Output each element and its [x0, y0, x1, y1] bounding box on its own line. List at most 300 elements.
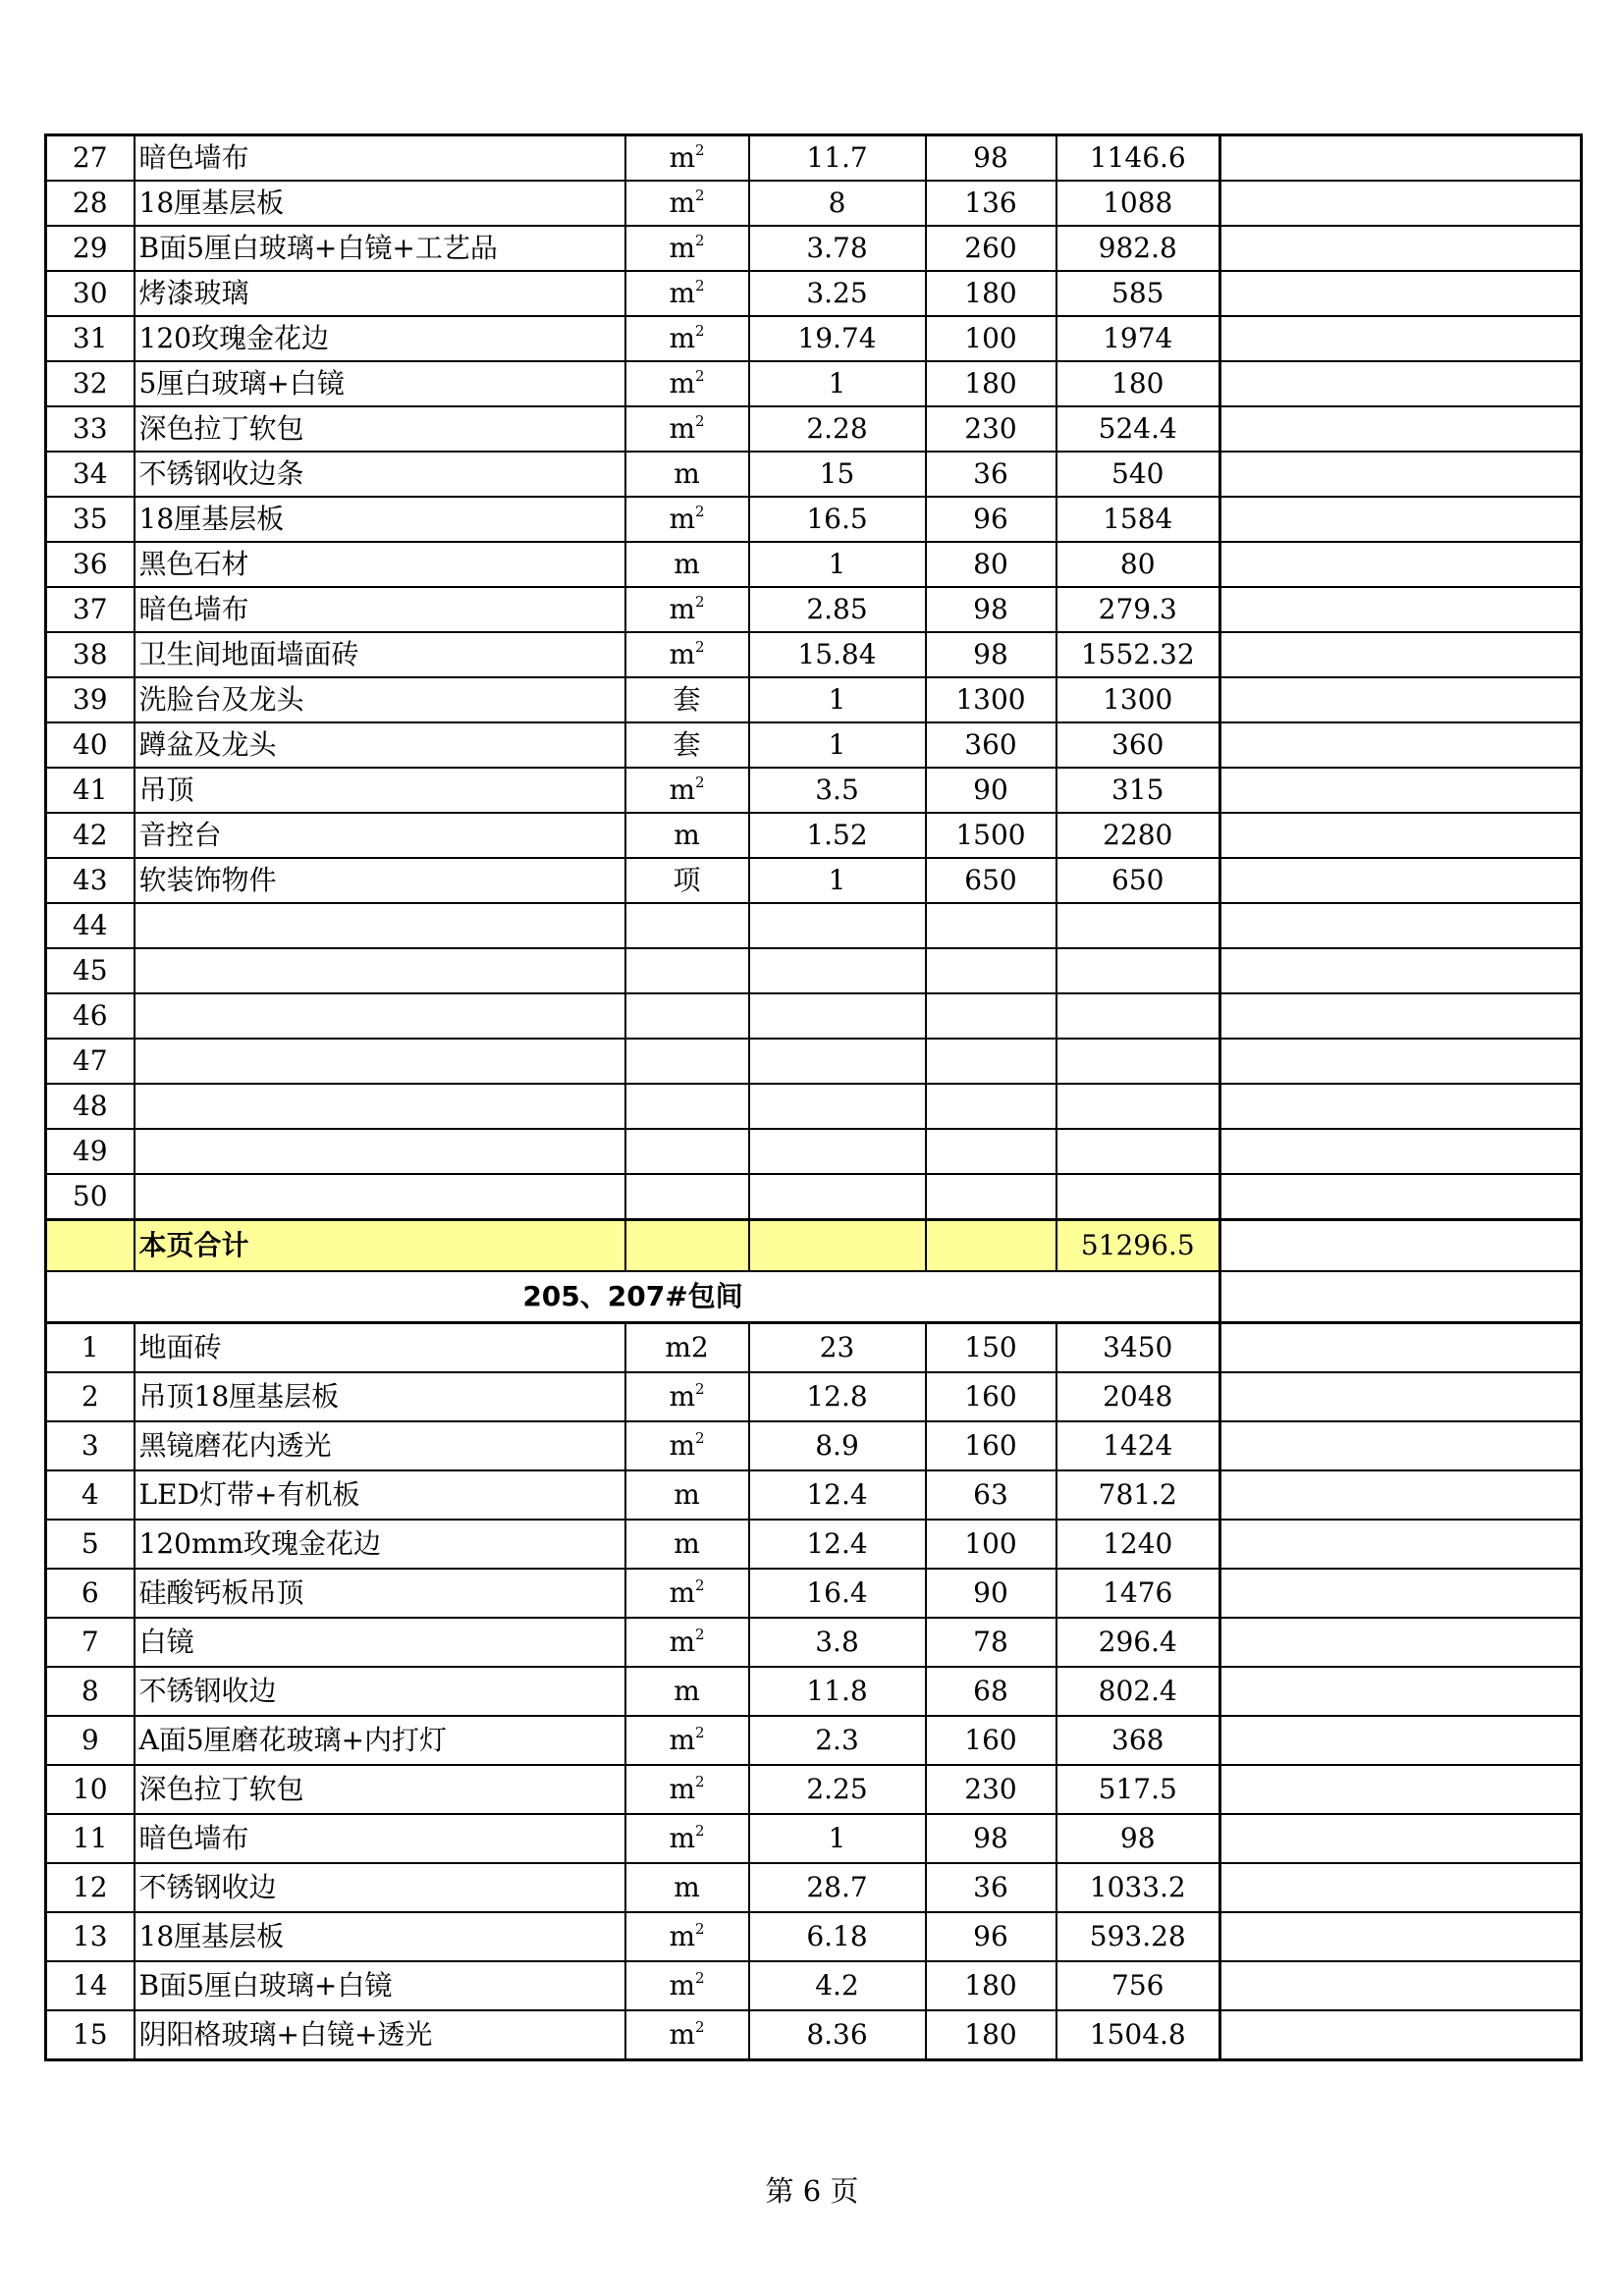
- row-number: 38: [46, 632, 135, 677]
- row-number: 44: [46, 903, 135, 948]
- row-number: 29: [46, 226, 135, 271]
- quantity: 8.9: [749, 1421, 926, 1470]
- remark: [1220, 181, 1582, 226]
- unit: m: [625, 452, 749, 497]
- amount: 80: [1056, 542, 1220, 587]
- item-name: 18厘基层板: [135, 1912, 625, 1961]
- table-row: [46, 1372, 1582, 1421]
- item-name: 黑镜磨花内透光: [135, 1421, 625, 1470]
- remark: [1220, 813, 1582, 858]
- quantity: [749, 1039, 926, 1084]
- table-row: [46, 542, 1582, 587]
- unit: $m^2$: [625, 1372, 749, 1421]
- unit: $m^2$: [625, 1814, 749, 1863]
- amount: 279.3: [1056, 587, 1220, 632]
- table-row: [46, 406, 1582, 452]
- unit: $m^2$: [625, 632, 749, 677]
- unit-price: 360: [926, 722, 1056, 768]
- remark: [1220, 1470, 1582, 1520]
- table-row: [46, 226, 1582, 271]
- unit: $m^2$: [625, 271, 749, 316]
- amount: 180: [1056, 361, 1220, 406]
- amount: [1056, 1129, 1220, 1174]
- remark: [1220, 361, 1582, 406]
- amount: 1240: [1056, 1520, 1220, 1569]
- table-row: [46, 813, 1582, 858]
- table-row: [46, 1129, 1582, 1174]
- amount: 2280: [1056, 813, 1220, 858]
- unit-price: 160: [926, 1372, 1056, 1421]
- amount: 1552.32: [1056, 632, 1220, 677]
- unit-price: 90: [926, 1569, 1056, 1618]
- remark: [1220, 768, 1582, 813]
- row-number: 32: [46, 361, 135, 406]
- unit: m: [625, 1667, 749, 1716]
- table-row: [46, 1814, 1582, 1863]
- quantity: 12.4: [749, 1470, 926, 1520]
- unit-price: 100: [926, 316, 1056, 361]
- table-row: [46, 722, 1582, 768]
- subtotal-section: [46, 1220, 1582, 1323]
- amount: 315: [1056, 768, 1220, 813]
- unit: m: [625, 813, 749, 858]
- quantity: 23: [749, 1323, 926, 1373]
- quantity: 15: [749, 452, 926, 497]
- amount: [1056, 1039, 1220, 1084]
- quantity: 8.36: [749, 2010, 926, 2060]
- quantity: 3.25: [749, 271, 926, 316]
- remark: [1220, 1667, 1582, 1716]
- unit-price: 180: [926, 1961, 1056, 2010]
- row-number: 48: [46, 1084, 135, 1129]
- quantity: 1: [749, 1814, 926, 1863]
- item-name: 吊顶18厘基层板: [135, 1372, 625, 1421]
- table-row: [46, 1174, 1582, 1220]
- unit: $m^2$: [625, 497, 749, 542]
- table-row: [46, 1912, 1582, 1961]
- quantity: 16.5: [749, 497, 926, 542]
- item-name: 吊顶: [135, 768, 625, 813]
- row-number: 40: [46, 722, 135, 768]
- unit-price: 136: [926, 181, 1056, 226]
- table-row: [46, 181, 1582, 226]
- item-name: 5厘白玻璃+白镜: [135, 361, 625, 406]
- row-number: 43: [46, 858, 135, 903]
- row-number: 45: [46, 948, 135, 993]
- amount: 1088: [1056, 181, 1220, 226]
- item-name: [135, 948, 625, 993]
- table-body-bottom: [46, 1323, 1582, 2060]
- item-name: 白镜: [135, 1618, 625, 1667]
- table-row: [46, 858, 1582, 903]
- item-name: 蹲盆及龙头: [135, 722, 625, 768]
- unit-price: 150: [926, 1323, 1056, 1373]
- table-row: [46, 768, 1582, 813]
- unit-price: 98: [926, 1814, 1056, 1863]
- item-name: 深色拉丁软包: [135, 406, 625, 452]
- remark: [1220, 406, 1582, 452]
- row-number: 31: [46, 316, 135, 361]
- remark: [1220, 2010, 1582, 2060]
- table-row: [46, 1765, 1582, 1814]
- amount: 1504.8: [1056, 2010, 1220, 2060]
- item-name: 卫生间地面墙面砖: [135, 632, 625, 677]
- row-number: 47: [46, 1039, 135, 1084]
- row-number: 49: [46, 1129, 135, 1174]
- item-name: 18厘基层板: [135, 497, 625, 542]
- item-name: 黑色石材: [135, 542, 625, 587]
- quantity: 2.25: [749, 1765, 926, 1814]
- amount: 650: [1056, 858, 1220, 903]
- amount: 360: [1056, 722, 1220, 768]
- amount: 593.28: [1056, 1912, 1220, 1961]
- remark: [1220, 1129, 1582, 1174]
- unit-price: 230: [926, 1765, 1056, 1814]
- unit-price: [926, 1129, 1056, 1174]
- item-name: 18厘基层板: [135, 181, 625, 226]
- row-number: 27: [46, 135, 135, 182]
- remark: [1220, 722, 1582, 768]
- amount: [1056, 1174, 1220, 1220]
- remark: [1220, 497, 1582, 542]
- unit-price: 78: [926, 1618, 1056, 1667]
- quantity: 2.28: [749, 406, 926, 452]
- row-number: 6: [46, 1569, 135, 1618]
- remark: [1220, 1716, 1582, 1765]
- unit: [625, 948, 749, 993]
- table-row: [46, 316, 1582, 361]
- quantity: [749, 1129, 926, 1174]
- remark: [1220, 1421, 1582, 1470]
- table-row: [46, 497, 1582, 542]
- unit: m: [625, 1520, 749, 1569]
- row-number: 12: [46, 1863, 135, 1912]
- unit: [625, 993, 749, 1039]
- remark: [1220, 452, 1582, 497]
- row-number: 13: [46, 1912, 135, 1961]
- table-row: [46, 1716, 1582, 1765]
- item-name: 暗色墙布: [135, 587, 625, 632]
- item-name: 不锈钢收边: [135, 1863, 625, 1912]
- unit: $m^2$: [625, 1618, 749, 1667]
- unit-price: 180: [926, 271, 1056, 316]
- unit: $m^2$: [625, 406, 749, 452]
- row-number: 1: [46, 1323, 135, 1373]
- row-number: 9: [46, 1716, 135, 1765]
- remark: [1220, 226, 1582, 271]
- item-name: [135, 903, 625, 948]
- unit-price: 36: [926, 452, 1056, 497]
- row-number: 36: [46, 542, 135, 587]
- table-body-top: [46, 135, 1582, 1220]
- unit-price: [926, 1039, 1056, 1084]
- table-row: [46, 1618, 1582, 1667]
- unit: 套: [625, 677, 749, 722]
- unit-price: 98: [926, 587, 1056, 632]
- row-number: 10: [46, 1765, 135, 1814]
- item-name: 不锈钢收边: [135, 1667, 625, 1716]
- unit: $m^2$: [625, 361, 749, 406]
- table-row: [46, 1863, 1582, 1912]
- quantity: 2.3: [749, 1716, 926, 1765]
- quotation-table: [44, 133, 1583, 2061]
- unit-price: 1300: [926, 677, 1056, 722]
- remark: [1220, 1520, 1582, 1569]
- unit-price: 650: [926, 858, 1056, 903]
- unit: $m^2$: [625, 1421, 749, 1470]
- unit-price: [926, 993, 1056, 1039]
- subtotal-amount: 51296.5: [1056, 1220, 1220, 1272]
- amount: 517.5: [1056, 1765, 1220, 1814]
- quantity: 1.52: [749, 813, 926, 858]
- table-row: [46, 1520, 1582, 1569]
- amount: 1146.6: [1056, 135, 1220, 182]
- item-name: B面5厘白玻璃+白镜+工艺品: [135, 226, 625, 271]
- unit-price: 230: [926, 406, 1056, 452]
- row-number: 42: [46, 813, 135, 858]
- quantity: 1: [749, 361, 926, 406]
- row-number: 35: [46, 497, 135, 542]
- table-row: [46, 1323, 1582, 1373]
- remark: [1220, 1618, 1582, 1667]
- remark: [1220, 1372, 1582, 1421]
- unit: $m^2$: [625, 226, 749, 271]
- table-row: [46, 452, 1582, 497]
- amount: 1584: [1056, 497, 1220, 542]
- row-number: 39: [46, 677, 135, 722]
- row-number: 33: [46, 406, 135, 452]
- remark: [1220, 858, 1582, 903]
- row-number: 41: [46, 768, 135, 813]
- unit: $m^2$: [625, 135, 749, 182]
- quantity: 2.85: [749, 587, 926, 632]
- unit: [625, 1174, 749, 1220]
- unit-price: 180: [926, 2010, 1056, 2060]
- quantity: [749, 993, 926, 1039]
- amount: 756: [1056, 1961, 1220, 2010]
- unit: m: [625, 542, 749, 587]
- amount: 368: [1056, 1716, 1220, 1765]
- amount: 1033.2: [1056, 1863, 1220, 1912]
- item-name: [135, 993, 625, 1039]
- table-row: [46, 1667, 1582, 1716]
- unit: $m^2$: [625, 768, 749, 813]
- row-number: 7: [46, 1618, 135, 1667]
- unit: $m^2$: [625, 1765, 749, 1814]
- row-number: 2: [46, 1372, 135, 1421]
- unit: [625, 903, 749, 948]
- table-row: [46, 993, 1582, 1039]
- amount: 3450: [1056, 1323, 1220, 1373]
- unit-price: 80: [926, 542, 1056, 587]
- table-row: [46, 632, 1582, 677]
- item-name: [135, 1084, 625, 1129]
- remark: [1220, 1084, 1582, 1129]
- row-number: 46: [46, 993, 135, 1039]
- remark: [1220, 948, 1582, 993]
- row-number: 11: [46, 1814, 135, 1863]
- amount: 540: [1056, 452, 1220, 497]
- quantity: 28.7: [749, 1863, 926, 1912]
- quantity: 16.4: [749, 1569, 926, 1618]
- table-row: [46, 2010, 1582, 2060]
- quantity: 1: [749, 722, 926, 768]
- quantity: 12.8: [749, 1372, 926, 1421]
- remark: [1220, 1323, 1582, 1373]
- remark: [1220, 1961, 1582, 2010]
- section-title: 205、207#包间: [46, 1271, 1220, 1323]
- item-name: 阴阳格玻璃+白镜+透光: [135, 2010, 625, 2060]
- unit: 项: [625, 858, 749, 903]
- table-row: [46, 677, 1582, 722]
- quantity: 15.84: [749, 632, 926, 677]
- table-row: [46, 1084, 1582, 1129]
- item-name: [135, 1039, 625, 1084]
- amount: 1974: [1056, 316, 1220, 361]
- table-row: [46, 587, 1582, 632]
- quantity: 11.8: [749, 1667, 926, 1716]
- unit-price: 180: [926, 361, 1056, 406]
- remark: [1220, 1814, 1582, 1863]
- row-number: 28: [46, 181, 135, 226]
- row-number: 50: [46, 1174, 135, 1220]
- page-footer: 第 6 页: [765, 2174, 859, 2208]
- amount: 781.2: [1056, 1470, 1220, 1520]
- remark: [1220, 903, 1582, 948]
- item-name: B面5厘白玻璃+白镜: [135, 1961, 625, 2010]
- quantity: 8: [749, 181, 926, 226]
- item-name: [135, 1174, 625, 1220]
- amount: [1056, 1084, 1220, 1129]
- amount: 982.8: [1056, 226, 1220, 271]
- row-number: 8: [46, 1667, 135, 1716]
- unit-price: 98: [926, 632, 1056, 677]
- amount: 2048: [1056, 1372, 1220, 1421]
- unit-price: 63: [926, 1470, 1056, 1520]
- unit: [625, 1039, 749, 1084]
- quantity: [749, 1174, 926, 1220]
- unit-price: 96: [926, 1912, 1056, 1961]
- remark: [1220, 1912, 1582, 1961]
- quantity: 3.5: [749, 768, 926, 813]
- row-number: 34: [46, 452, 135, 497]
- unit: $m^2$: [625, 1569, 749, 1618]
- remark: [1220, 993, 1582, 1039]
- unit: [625, 1129, 749, 1174]
- amount: 98: [1056, 1814, 1220, 1863]
- amount: 524.4: [1056, 406, 1220, 452]
- unit-price: 100: [926, 1520, 1056, 1569]
- subtotal-label: 本页合计: [135, 1220, 625, 1272]
- remark: [1220, 1863, 1582, 1912]
- row-number: 37: [46, 587, 135, 632]
- unit-price: 68: [926, 1667, 1056, 1716]
- unit: m: [625, 1863, 749, 1912]
- item-name: [135, 1129, 625, 1174]
- table-row: [46, 903, 1582, 948]
- table-row: [46, 1470, 1582, 1520]
- unit-price: [926, 948, 1056, 993]
- remark: [1220, 271, 1582, 316]
- unit-price: [926, 1174, 1056, 1220]
- remark: [1220, 316, 1582, 361]
- item-name: 暗色墙布: [135, 135, 625, 182]
- remark: [1220, 135, 1582, 182]
- quantity: [749, 948, 926, 993]
- table-row: [46, 135, 1582, 182]
- unit: $m^2$: [625, 1961, 749, 2010]
- item-name: 硅酸钙板吊顶: [135, 1569, 625, 1618]
- remark: [1220, 587, 1582, 632]
- table-row: [46, 948, 1582, 993]
- remark: [1220, 677, 1582, 722]
- item-name: 音控台: [135, 813, 625, 858]
- quantity: 12.4: [749, 1520, 926, 1569]
- remark: [1220, 1039, 1582, 1084]
- amount: [1056, 993, 1220, 1039]
- remark: [1220, 632, 1582, 677]
- unit: m: [625, 1470, 749, 1520]
- amount: [1056, 948, 1220, 993]
- item-name: 120玫瑰金花边: [135, 316, 625, 361]
- item-name: 烤漆玻璃: [135, 271, 625, 316]
- amount: [1056, 903, 1220, 948]
- remark: [1220, 1765, 1582, 1814]
- quantity: 11.7: [749, 135, 926, 182]
- item-name: 洗脸台及龙头: [135, 677, 625, 722]
- quantity: [749, 1084, 926, 1129]
- remark: [1220, 1174, 1582, 1220]
- row-number: 3: [46, 1421, 135, 1470]
- unit: $m^2$: [625, 2010, 749, 2060]
- row-number: 30: [46, 271, 135, 316]
- quantity: 4.2: [749, 1961, 926, 2010]
- item-name: 120mm玫瑰金花边: [135, 1520, 625, 1569]
- unit-price: 90: [926, 768, 1056, 813]
- amount: 1300: [1056, 677, 1220, 722]
- amount: 585: [1056, 271, 1220, 316]
- quantity: 1: [749, 542, 926, 587]
- item-name: 不锈钢收边条: [135, 452, 625, 497]
- section-header-row: [46, 1271, 1582, 1323]
- item-name: 深色拉丁软包: [135, 1765, 625, 1814]
- quantity: [749, 903, 926, 948]
- unit-price: 98: [926, 135, 1056, 182]
- amount: 802.4: [1056, 1667, 1220, 1716]
- quantity: 6.18: [749, 1912, 926, 1961]
- unit: 套: [625, 722, 749, 768]
- unit-price: 36: [926, 1863, 1056, 1912]
- unit: $m^2$: [625, 1912, 749, 1961]
- unit-price: 1500: [926, 813, 1056, 858]
- table-row: [46, 361, 1582, 406]
- remark: [1220, 1569, 1582, 1618]
- unit-price: 260: [926, 226, 1056, 271]
- quantity: 3.8: [749, 1618, 926, 1667]
- table-row: [46, 1961, 1582, 2010]
- unit: [625, 1084, 749, 1129]
- item-name: 暗色墙布: [135, 1814, 625, 1863]
- unit-price: 96: [926, 497, 1056, 542]
- unit: $m^2$: [625, 316, 749, 361]
- quantity: 19.74: [749, 316, 926, 361]
- row-number: 14: [46, 1961, 135, 2010]
- amount: 296.4: [1056, 1618, 1220, 1667]
- unit-price: 160: [926, 1421, 1056, 1470]
- table-row: [46, 1569, 1582, 1618]
- subtotal-row: [46, 1220, 1582, 1272]
- item-name: LED灯带+有机板: [135, 1470, 625, 1520]
